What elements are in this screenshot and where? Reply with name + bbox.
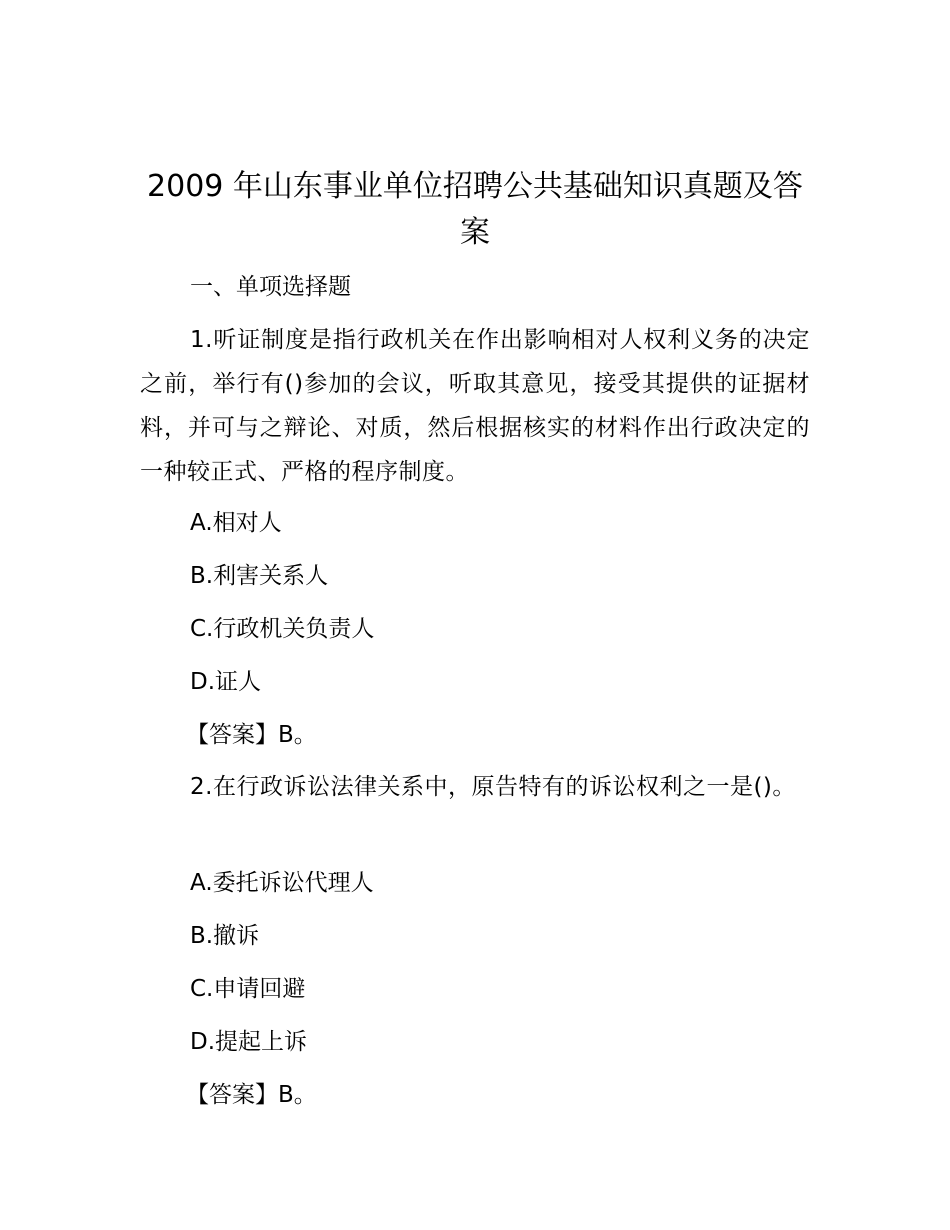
document-title: 2009 年山东事业单位招聘公共基础知识真题及答案 bbox=[147, 169, 803, 250]
question-2-option-a: A.委托诉讼代理人 bbox=[190, 870, 374, 896]
question-1-stem: 1.听证制度是指行政机关在作出影响相对人权利义务的决定之前，举行有()参加的会议，听取其意见，接受其提供的证据材料，并可与之辩论、对质，然后根据核实的材料作出行政决定的一种较正式、严格的程序制度。 bbox=[140, 327, 810, 485]
question-2-option-d: D.提起上诉 bbox=[190, 1029, 308, 1055]
question-1-option-d: D.证人 bbox=[190, 669, 262, 695]
question-2-stem: 2.在行政诉讼法律关系中，原告特有的诉讼权利之一是()。 bbox=[190, 774, 796, 800]
section-heading: 一、单项选择题 bbox=[190, 274, 351, 300]
question-1-answer: 【答案】B。 bbox=[186, 722, 317, 748]
question-2-answer: 【答案】B。 bbox=[186, 1082, 317, 1108]
question-2-option-b: B.撤诉 bbox=[190, 923, 260, 949]
question-1-option-a: A.相对人 bbox=[190, 510, 282, 536]
question-1-option-b: B.利害关系人 bbox=[190, 563, 329, 589]
question-2-option-c: C.申请回避 bbox=[190, 976, 306, 1002]
question-1-option-c: C.行政机关负责人 bbox=[190, 616, 375, 642]
